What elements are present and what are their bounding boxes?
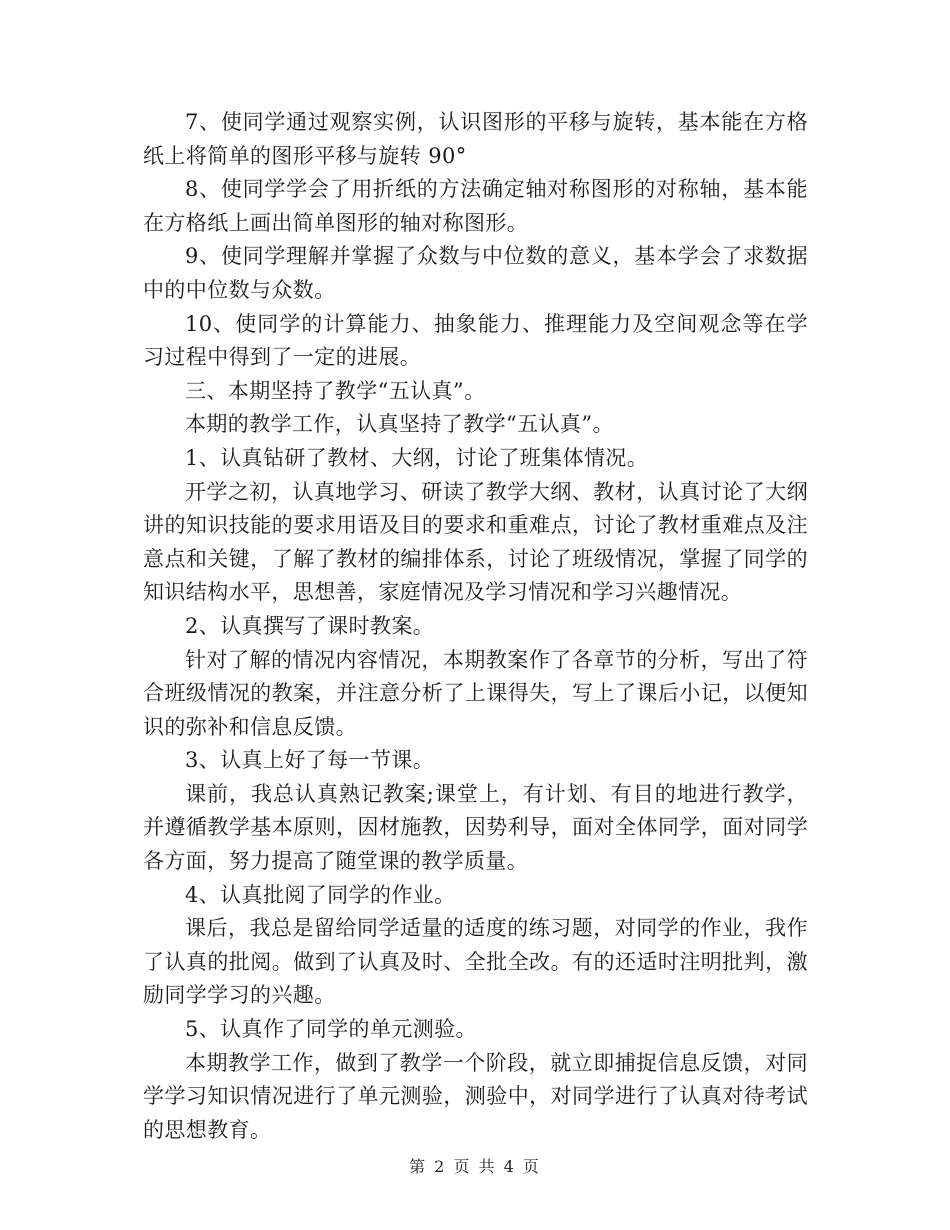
section-heading-three: 三、本期坚持了教学“五认真”。 (185, 378, 486, 403)
paragraph-item-7: 7、使同学通过观察实例，认识图形的平移与旋转，基本能在方格纸上将简单的图形平移与旋转 90° (143, 110, 808, 168)
paragraph-item-8: 8、使同学学会了用折纸的方法确定轴对称图形的对称轴，基本能在方格纸上画出简单图形的轴对称图形。 (143, 177, 808, 235)
paragraph-body-5: 本期教学工作，做到了教学一个阶段，就立即捕捉信息反馈，对同学学习知识情况进行了单元测验，测验中，对同学进行了认真对待考试的思想教育。 (143, 1050, 808, 1142)
subheading-3: 3、认真上好了每一节课。 (185, 748, 435, 773)
paragraph-item-10: 10、使同学的计算能力、抽象能力、推理能力及空间观念等在学习过程中得到了一定的进展。 (143, 311, 808, 370)
subheading-5: 5、认真作了同学的单元测验。 (185, 1017, 477, 1042)
paragraph-body-2: 针对了解的情况内容情况，本期教案作了各章节的分析，写出了符合班级情况的教案，并注意分析了上课得失，写上了课后小记，以便知识的弥补和信息反馈。 (143, 647, 808, 739)
document-body (143, 106, 808, 1147)
subheading-4: 4、认真批阅了同学的作业。 (185, 882, 456, 907)
page-footer: 第 2 页 共 4 页 (409, 1157, 541, 1176)
paragraph-body-3: 课前，我总认真熟记教案;课堂上，有计划、有目的地进行教学，并遵循教学基本原则，因材施教，因势利导，面对全体同学，面对同学各方面，努力提高了随堂课的教学质量。 (143, 781, 808, 874)
paragraph-body-1: 开学之初，认真地学习、研读了教学大纲、教材，认真讨论了大纲讲的知识技能的要求用语及目的要求和重难点，讨论了教材重难点及注意点和关键，了解了教材的编排体系，讨论了班级情况，掌握了同学的知识结构水平，思想善，家庭情况及学习情况和学习兴趣情况。 (143, 479, 808, 605)
section-intro: 本期的教学工作，认真坚持了教学“五认真”。 (185, 412, 614, 437)
paragraph-body-4: 课后，我总是留给同学适量的适度的练习题，对同学的作业，我作了认真的批阅。做到了认真及时、全批全改。有的还适时注明批判，激励同学学习的兴趣。 (143, 916, 808, 1008)
subheading-1: 1、认真钻研了教材、大纲，讨论了班集体情况。 (185, 445, 649, 470)
subheading-2: 2、认真撰写了课时教案。 (185, 613, 435, 638)
paragraph-item-9: 9、使同学理解并掌握了众数与中位数的意义，基本学会了求数据中的中位数与众数。 (143, 244, 808, 302)
